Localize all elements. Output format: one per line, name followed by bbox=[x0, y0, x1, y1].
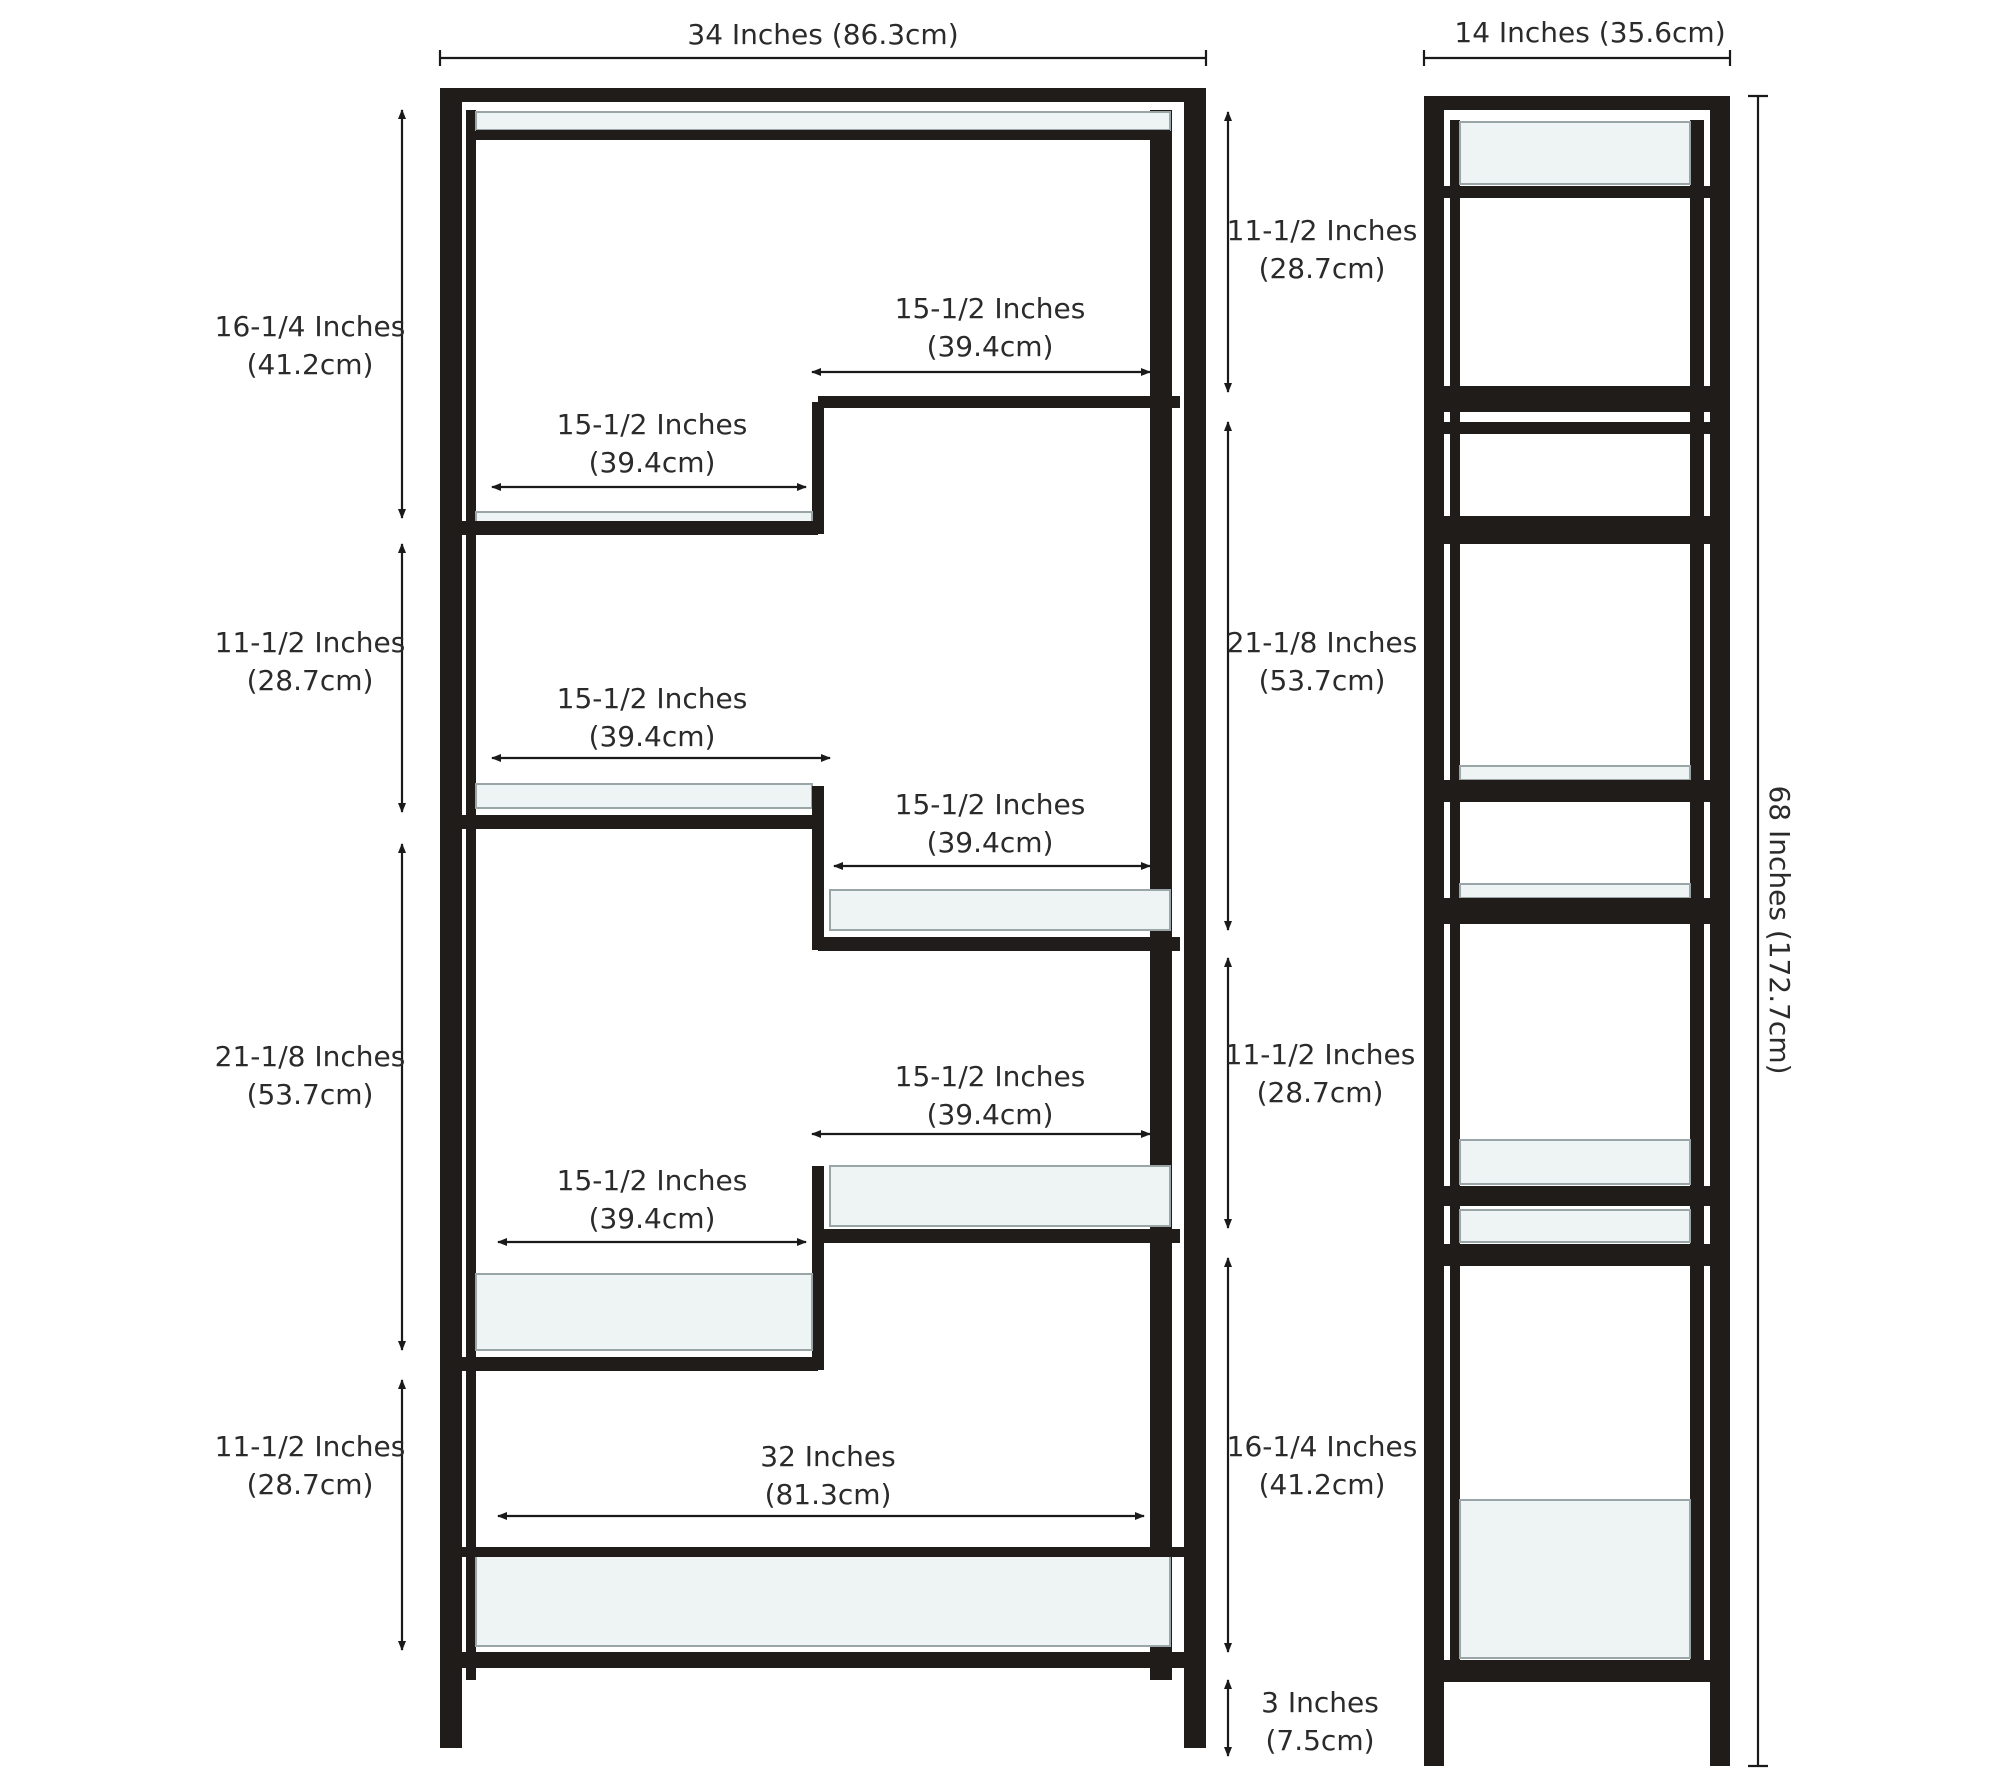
right-height-3-line1: 11-1/2 Inches bbox=[1224, 1038, 1416, 1071]
front-left-inner-post bbox=[466, 110, 476, 1680]
side-shelf-2 bbox=[1444, 516, 1710, 544]
side-depth-label: 14 Inches (35.6cm) bbox=[1454, 16, 1726, 49]
shelf-width-5-line2: (39.4cm) bbox=[926, 1098, 1054, 1131]
shelf-width-4-line2: (39.4cm) bbox=[926, 826, 1054, 859]
side-top-glass bbox=[1460, 122, 1690, 184]
front-shelf-3-right-glass bbox=[830, 1166, 1170, 1226]
left-height-2-line1: 11-1/2 Inches bbox=[214, 626, 406, 659]
shelf-width-5-line1: 15-1/2 Inches bbox=[894, 1060, 1086, 1093]
side-shelf-6-glass bbox=[1460, 1210, 1690, 1242]
right-height-5-line2: (7.5cm) bbox=[1265, 1724, 1375, 1757]
right-height-1-line2: (28.7cm) bbox=[1258, 252, 1386, 285]
front-top-rail-lower bbox=[476, 130, 1170, 140]
side-shelf-5-glass bbox=[1460, 1140, 1690, 1184]
side-top-lower-rail bbox=[1444, 186, 1710, 198]
side-right-post bbox=[1710, 96, 1730, 1766]
side-shelf-1b bbox=[1444, 422, 1710, 434]
right-height-2-line1: 21-1/8 Inches bbox=[1226, 626, 1418, 659]
shelf-width-7-line2: (81.3cm) bbox=[764, 1478, 892, 1511]
right-height-2-line2: (53.7cm) bbox=[1258, 664, 1386, 697]
front-shelf-3-left-glass bbox=[476, 1274, 812, 1350]
side-bottom-glass bbox=[1460, 1500, 1690, 1658]
side-shelf-4 bbox=[1444, 898, 1710, 924]
shelf-width-6-line1: 15-1/2 Inches bbox=[556, 1164, 748, 1197]
side-shelf-1 bbox=[1444, 386, 1710, 412]
side-left-post bbox=[1424, 96, 1444, 1766]
front-bottom-glass bbox=[476, 1556, 1170, 1646]
front-width-label: 34 Inches (86.3cm) bbox=[687, 18, 959, 51]
shelf-width-6-line2: (39.4cm) bbox=[588, 1202, 716, 1235]
side-shelf-4-glass bbox=[1460, 884, 1690, 898]
front-shelf-2-left-glass bbox=[476, 784, 812, 808]
left-height-1-line1: 16-1/4 Inches bbox=[214, 310, 406, 343]
side-bottom-rail bbox=[1444, 1660, 1710, 1682]
left-height-3-line2: (53.7cm) bbox=[246, 1078, 374, 1111]
side-top-rail bbox=[1424, 96, 1730, 110]
right-height-5-line1: 3 Inches bbox=[1261, 1686, 1379, 1719]
left-height-4-line2: (28.7cm) bbox=[246, 1468, 374, 1501]
shelf-width-3-line1: 15-1/2 Inches bbox=[556, 682, 748, 715]
right-height-1-line1: 11-1/2 Inches bbox=[1226, 214, 1418, 247]
left-height-3-line1: 21-1/8 Inches bbox=[214, 1040, 406, 1073]
right-height-4-line1: 16-1/4 Inches bbox=[1226, 1430, 1418, 1463]
front-left-outer-post bbox=[440, 88, 462, 1748]
left-height-2-line2: (28.7cm) bbox=[246, 664, 374, 697]
shelf-width-1-line1: 15-1/2 Inches bbox=[894, 292, 1086, 325]
right-height-3-line2: (28.7cm) bbox=[1256, 1076, 1384, 1109]
front-top-glass bbox=[476, 112, 1170, 130]
right-height-4-line2: (41.2cm) bbox=[1258, 1468, 1386, 1501]
side-shelf-5 bbox=[1444, 1186, 1710, 1206]
shelf-width-1-line2: (39.4cm) bbox=[926, 330, 1054, 363]
side-shelf-6 bbox=[1444, 1244, 1710, 1266]
left-height-4-line1: 11-1/2 Inches bbox=[214, 1430, 406, 1463]
shelf-width-4-line1: 15-1/2 Inches bbox=[894, 788, 1086, 821]
side-shelf-3 bbox=[1444, 780, 1710, 802]
shelf-width-7-line1: 32 Inches bbox=[760, 1440, 896, 1473]
front-right-outer-post bbox=[1184, 88, 1206, 1748]
front-shelf-2-right-glass bbox=[830, 890, 1170, 930]
shelf-width-2-line2: (39.4cm) bbox=[588, 446, 716, 479]
side-height-label: 68 Inches (172.7cm) bbox=[1763, 785, 1796, 1075]
front-top-rail bbox=[440, 88, 1206, 102]
side-view bbox=[1424, 96, 1730, 1766]
left-height-1-line2: (41.2cm) bbox=[246, 348, 374, 381]
side-shelf-3-glass bbox=[1460, 766, 1690, 780]
shelf-width-3-line2: (39.4cm) bbox=[588, 720, 716, 753]
shelf-width-2-line1: 15-1/2 Inches bbox=[556, 408, 748, 441]
